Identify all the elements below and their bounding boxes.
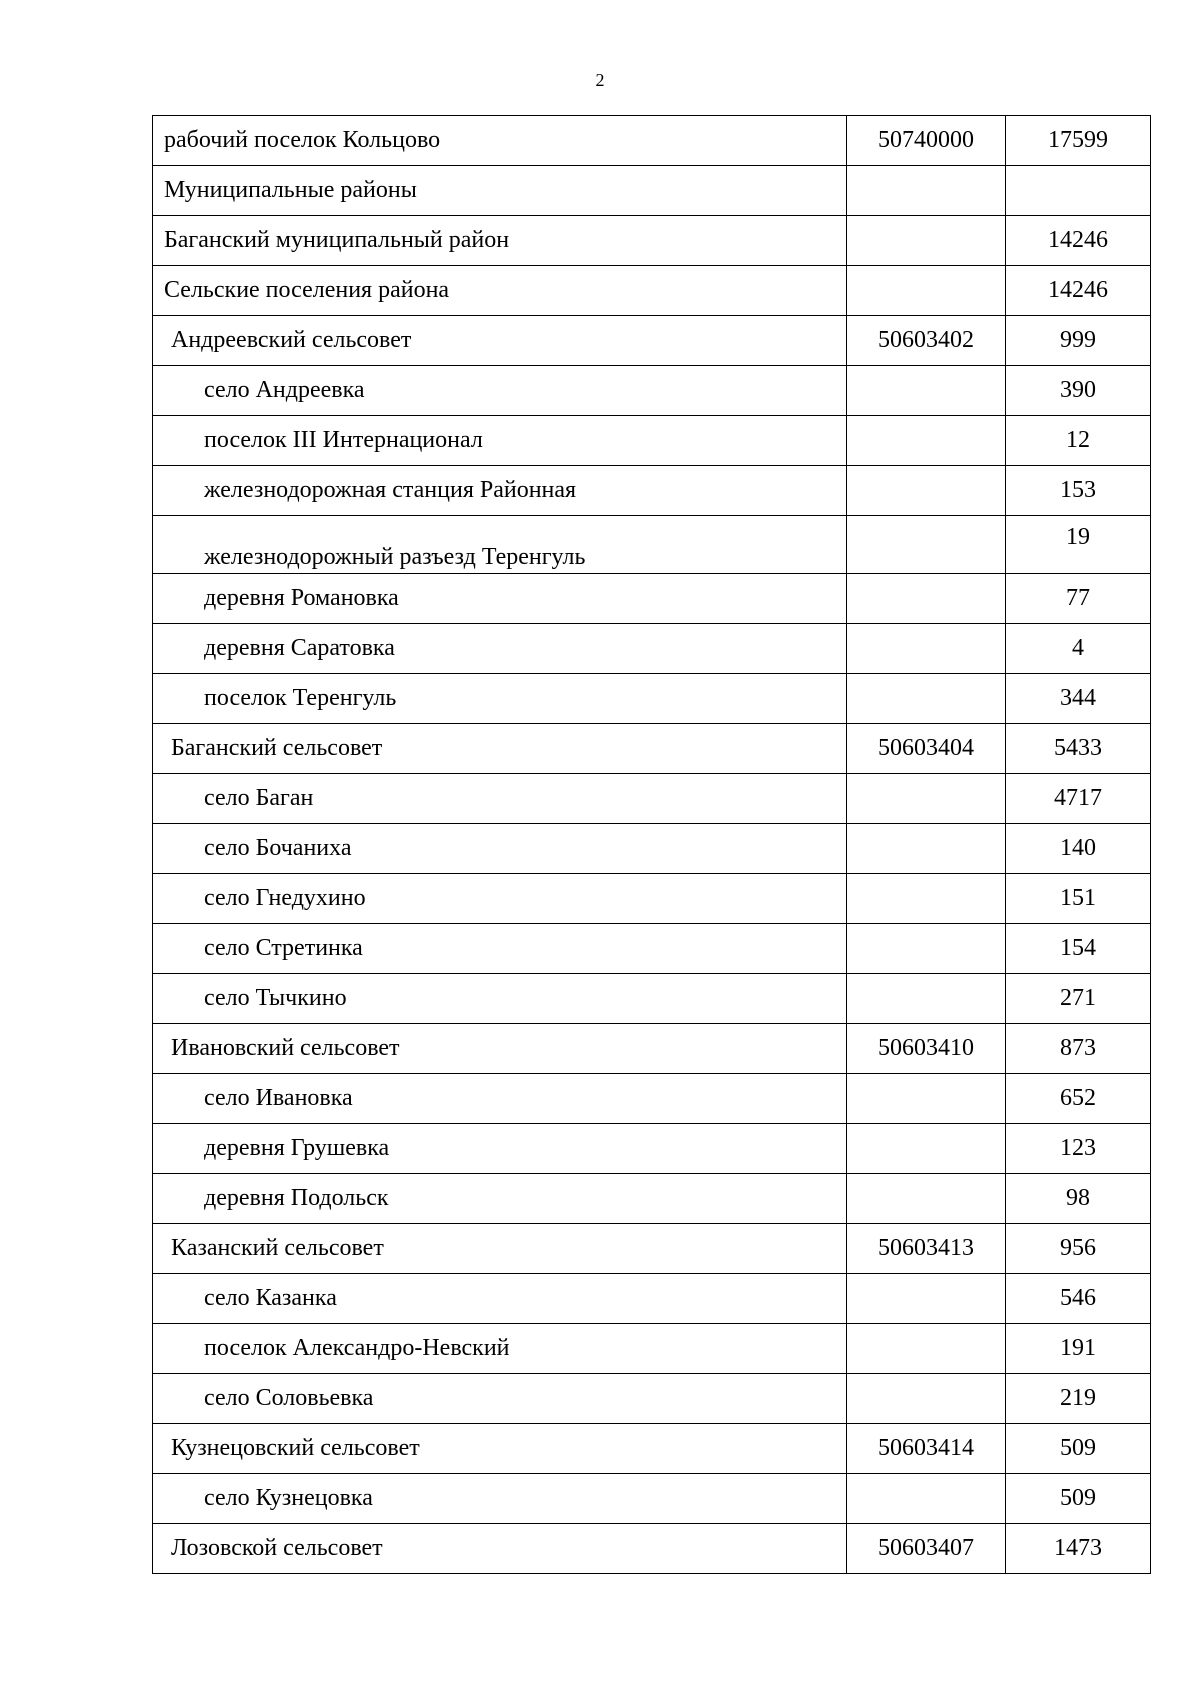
row-value: 191	[1006, 1324, 1151, 1374]
table-body	[153, 116, 1151, 1574]
row-value: 219	[1006, 1374, 1151, 1424]
row-name: деревня Подольск	[153, 1174, 847, 1224]
row-name: поселок III Интернационал	[153, 416, 847, 466]
row-value: 546	[1006, 1274, 1151, 1324]
row-value: 873	[1006, 1024, 1151, 1074]
row-value: 140	[1006, 824, 1151, 874]
row-value: 77	[1006, 574, 1151, 624]
row-code	[847, 266, 1006, 316]
table-row	[153, 1524, 1151, 1574]
row-code	[847, 1374, 1006, 1424]
row-code	[847, 1074, 1006, 1124]
row-code	[847, 416, 1006, 466]
row-name: деревня Саратовка	[153, 624, 847, 674]
row-name: Сельские поселения района	[153, 266, 847, 316]
table-row	[153, 674, 1151, 724]
row-code	[847, 624, 1006, 674]
row-code	[847, 216, 1006, 266]
row-value: 652	[1006, 1074, 1151, 1124]
table-row	[153, 466, 1151, 516]
row-name: деревня Грушевка	[153, 1124, 847, 1174]
row-name: Баганский сельсовет	[153, 724, 847, 774]
table-row	[153, 416, 1151, 466]
table-row	[153, 316, 1151, 366]
table-row	[153, 1324, 1151, 1374]
row-code	[847, 1474, 1006, 1524]
row-code: 50603402	[847, 316, 1006, 366]
row-code: 50603414	[847, 1424, 1006, 1474]
row-code: 50740000	[847, 116, 1006, 166]
table-row	[153, 1174, 1151, 1224]
row-code	[847, 466, 1006, 516]
row-code: 50603410	[847, 1024, 1006, 1074]
row-value: 19	[1006, 516, 1151, 574]
row-value: 4	[1006, 624, 1151, 674]
row-name: село Баган	[153, 774, 847, 824]
table-row	[153, 774, 1151, 824]
row-name: село Кузнецовка	[153, 1474, 847, 1524]
row-name: Лозовской сельсовет	[153, 1524, 847, 1574]
table-row	[153, 366, 1151, 416]
row-value: 14246	[1006, 216, 1151, 266]
table-row	[153, 624, 1151, 674]
row-name: поселок Теренгуль	[153, 674, 847, 724]
row-value: 14246	[1006, 266, 1151, 316]
table-row	[153, 724, 1151, 774]
table-row	[153, 824, 1151, 874]
row-value	[1006, 166, 1151, 216]
table-row	[153, 216, 1151, 266]
row-name: село Андреевка	[153, 366, 847, 416]
row-code	[847, 574, 1006, 624]
row-code	[847, 1274, 1006, 1324]
row-value: 344	[1006, 674, 1151, 724]
row-code	[847, 874, 1006, 924]
row-value: 956	[1006, 1224, 1151, 1274]
table-row	[153, 1424, 1151, 1474]
table-row	[153, 166, 1151, 216]
row-name: село Гнедухино	[153, 874, 847, 924]
row-code	[847, 674, 1006, 724]
row-code	[847, 516, 1006, 574]
row-value: 999	[1006, 316, 1151, 366]
row-value: 153	[1006, 466, 1151, 516]
row-value: 123	[1006, 1124, 1151, 1174]
page-number: 2	[595, 70, 605, 90]
row-value: 509	[1006, 1474, 1151, 1524]
row-code: 50603404	[847, 724, 1006, 774]
row-name: Андреевский сельсовет	[153, 316, 847, 366]
table-row	[153, 1224, 1151, 1274]
table-row	[153, 266, 1151, 316]
settlement-table	[152, 115, 1151, 1574]
row-name: деревня Романовка	[153, 574, 847, 624]
row-value: 98	[1006, 1174, 1151, 1224]
row-name: поселок Александро-Невский	[153, 1324, 847, 1374]
row-value: 4717	[1006, 774, 1151, 824]
table-row	[153, 874, 1151, 924]
table-row	[153, 1474, 1151, 1524]
row-code	[847, 166, 1006, 216]
row-code	[847, 824, 1006, 874]
row-value: 17599	[1006, 116, 1151, 166]
row-code: 50603407	[847, 1524, 1006, 1574]
table-row	[153, 1274, 1151, 1324]
row-code	[847, 366, 1006, 416]
row-name: рабочий поселок Кольцово	[153, 116, 847, 166]
table-row	[153, 1374, 1151, 1424]
table-row	[153, 924, 1151, 974]
row-name: Ивановский сельсовет	[153, 1024, 847, 1074]
row-name: село Тычкино	[153, 974, 847, 1024]
row-name: железнодорожная станция Районная	[153, 466, 847, 516]
row-name: Кузнецовский сельсовет	[153, 1424, 847, 1474]
row-value: 5433	[1006, 724, 1151, 774]
row-value: 12	[1006, 416, 1151, 466]
row-name: село Ивановка	[153, 1074, 847, 1124]
row-name: село Казанка	[153, 1274, 847, 1324]
table-row	[153, 1074, 1151, 1124]
row-name: Баганский муниципальный район	[153, 216, 847, 266]
row-code	[847, 974, 1006, 1024]
table-row	[153, 974, 1151, 1024]
row-name: село Соловьевка	[153, 1374, 847, 1424]
row-value: 1473	[1006, 1524, 1151, 1574]
row-value: 271	[1006, 974, 1151, 1024]
row-name: село Бочаниха	[153, 824, 847, 874]
table-row	[153, 516, 1151, 574]
row-code	[847, 1124, 1006, 1174]
row-code	[847, 774, 1006, 824]
table-row	[153, 1124, 1151, 1174]
row-name: село Стретинка	[153, 924, 847, 974]
table-row	[153, 1024, 1151, 1074]
row-code	[847, 1324, 1006, 1374]
row-value: 390	[1006, 366, 1151, 416]
row-name: Казанский сельсовет	[153, 1224, 847, 1274]
row-code	[847, 924, 1006, 974]
row-name: Муниципальные районы	[153, 166, 847, 216]
row-value: 154	[1006, 924, 1151, 974]
row-code	[847, 1174, 1006, 1224]
row-code: 50603413	[847, 1224, 1006, 1274]
row-name: железнодорожный разъезд Теренгуль	[153, 516, 847, 574]
table-row	[153, 116, 1151, 166]
row-value: 151	[1006, 874, 1151, 924]
table-row	[153, 574, 1151, 624]
row-value: 509	[1006, 1424, 1151, 1474]
